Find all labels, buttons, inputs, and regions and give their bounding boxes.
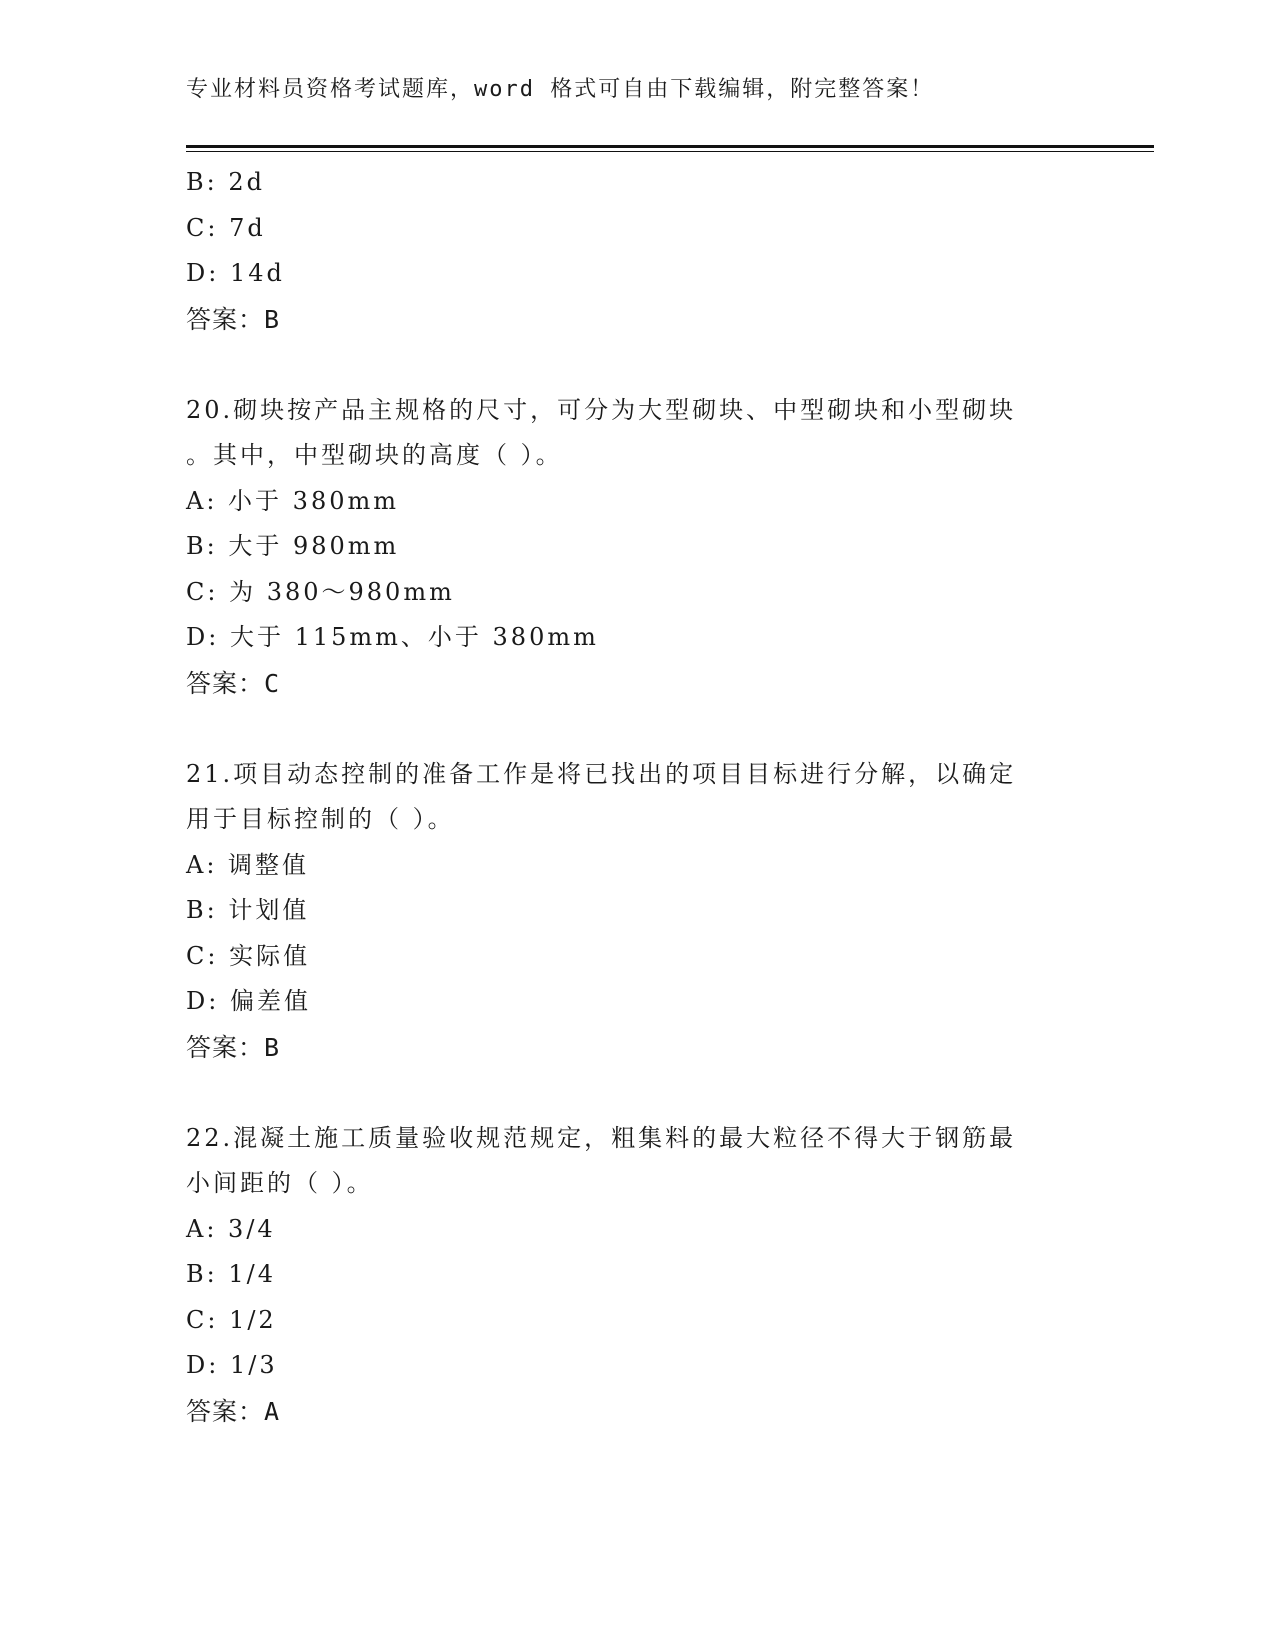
question-stem-line: 22.混凝土施工质量验收规范规定，粗集料的最大粒径不得大于钢筋最 <box>186 1123 1017 1152</box>
option-b: B: 计划值 <box>186 896 310 924</box>
question-22 <box>186 1116 1086 1435</box>
answer-line: 答案：B <box>186 1032 281 1062</box>
page-header-text: 专业材料员资格考试题库，word 格式可自由下载编辑，附完整答案！ <box>186 77 935 102</box>
spacer <box>186 342 1086 388</box>
question-20 <box>186 388 1086 707</box>
question-stem-line: 21.项目动态控制的准备工作是将已找出的项目目标进行分解，以确定 <box>186 759 1017 788</box>
option-c: C: 为 380～980mm <box>186 577 455 606</box>
option-b: B: 1/4 <box>186 1260 276 1288</box>
question-stem-line: 20.砌块按产品主规格的尺寸，可分为大型砌块、中型砌块和小型砌块 <box>186 395 1017 424</box>
header-rule-thick <box>186 145 1154 148</box>
option-d: D: 大于 115mm、小于 380mm <box>186 623 599 651</box>
option-b: B: 2d <box>186 168 265 196</box>
spacer <box>186 706 1086 752</box>
header-rule-thin <box>186 151 1154 152</box>
option-a: A: 3/4 <box>186 1214 276 1243</box>
previous-question-tail <box>186 160 1086 342</box>
question-stem-line: 小间距的（ ）。 <box>186 1169 374 1197</box>
option-b: B: 大于 980mm <box>186 532 400 560</box>
answer-line: 答案：A <box>186 1396 281 1426</box>
option-a: A: 调整值 <box>186 850 310 879</box>
answer-line: 答案：B <box>186 304 281 334</box>
question-21 <box>186 752 1086 1071</box>
answer-line: 答案：C <box>186 668 281 698</box>
option-c: C: 实际值 <box>186 941 311 970</box>
option-c: C: 1/2 <box>186 1305 277 1334</box>
option-c: C: 7d <box>186 213 266 242</box>
question-stem-line: 。其中，中型砌块的高度（ ）。 <box>186 441 563 469</box>
option-d: D: 1/3 <box>186 1351 278 1379</box>
option-d: D: 偏差值 <box>186 987 311 1015</box>
question-stem-line: 用于目标控制的（ ）。 <box>186 805 455 833</box>
document-body <box>186 160 1086 1434</box>
option-d: D: 14d <box>186 259 285 287</box>
spacer <box>186 1070 1086 1116</box>
option-a: A: 小于 380mm <box>186 486 399 515</box>
